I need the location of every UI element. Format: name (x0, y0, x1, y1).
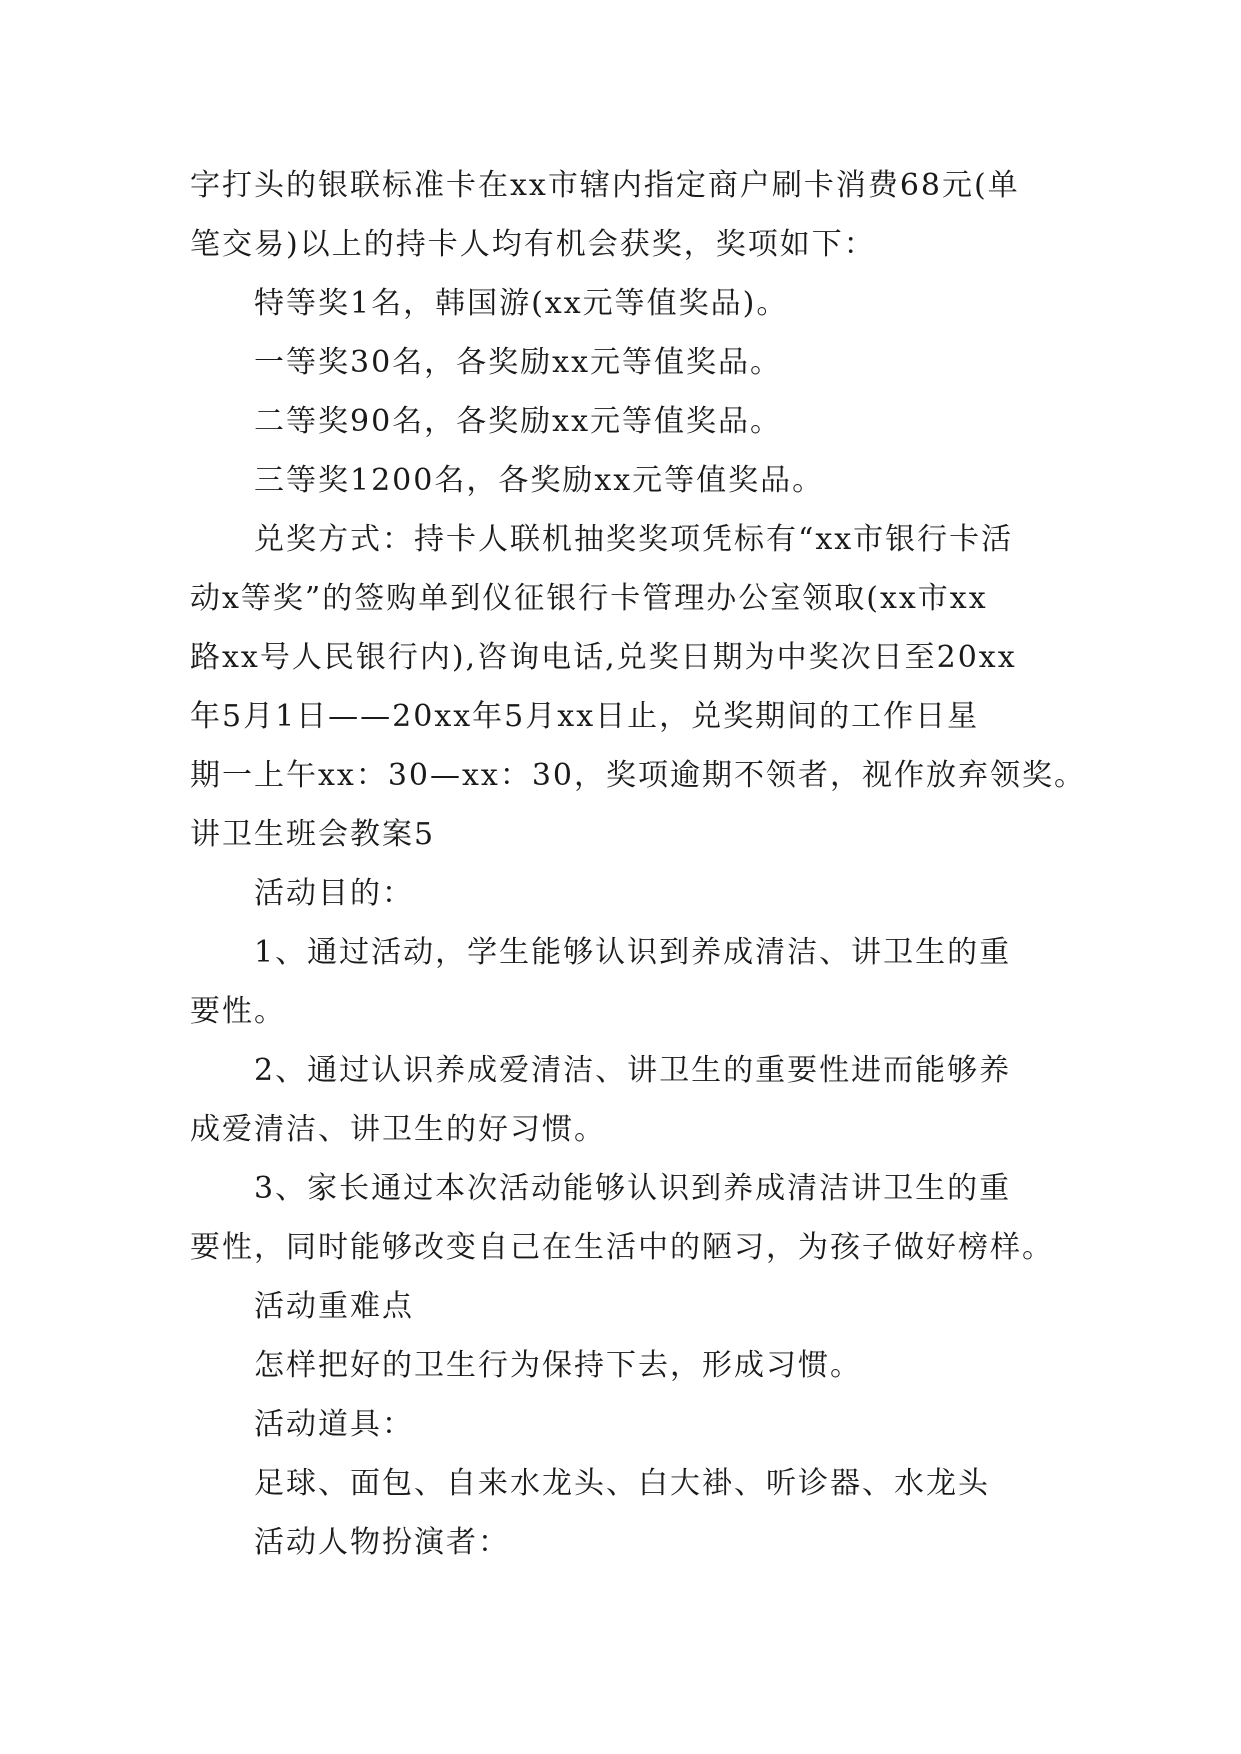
section-heading: 讲卫生班会教案5 (190, 817, 436, 852)
text-line: 3、家长通过本次活动能够认识到养成清洁讲卫生的重 (254, 1171, 1012, 1206)
text-line: 期一上午xx：30—xx：30，奖项逾期不领者，视作放弃领奖。 (190, 758, 1087, 793)
subheading: 活动人物扮演者： (254, 1525, 510, 1560)
subheading: 活动道具： (254, 1407, 414, 1442)
prize-first: 一等奖30名，各奖励xx元等值奖品。 (254, 345, 783, 380)
text-line: 怎样把好的卫生行为保持下去，形成习惯。 (254, 1348, 862, 1383)
text-line: 1、通过活动，学生能够认识到养成清洁、讲卫生的重 (254, 935, 1012, 970)
text-line: 动x等奖”的签购单到仪征银行卡管理办公室领取(xx市xx (190, 581, 988, 616)
text-line: 路xx号人民银行内),咨询电话,兑奖日期为中奖次日至20xx (190, 640, 1017, 675)
subheading: 活动目的： (254, 876, 414, 911)
text-line: 字打头的银联标准卡在xx市辖内指定商户刷卡消费68元(单 (190, 168, 1020, 203)
text-line: 成爱清洁、讲卫生的好习惯。 (190, 1112, 606, 1147)
text-line: 要性。 (190, 994, 286, 1029)
text-line: 2、通过认识养成爱清洁、讲卫生的重要性进而能够养 (254, 1053, 1012, 1088)
document-body (190, 156, 1087, 1572)
prize-special: 特等奖1名，韩国游(xx元等值奖品)。 (254, 286, 789, 321)
subheading: 活动重难点 (254, 1289, 414, 1324)
text-line: 足球、面包、自来水龙头、白大褂、听诊器、水龙头 (254, 1466, 990, 1501)
text-line: 笔交易)以上的持卡人均有机会获奖，奖项如下： (190, 227, 876, 262)
text-line: 兑奖方式：持卡人联机抽奖奖项凭标有“xx市银行卡活 (254, 522, 1014, 557)
prize-third: 三等奖1200名，各奖励xx元等值奖品。 (254, 463, 825, 498)
text-line: 年5月1日——20xx年5月xx日止，兑奖期间的工作日星 (190, 699, 980, 734)
prize-second: 二等奖90名，各奖励xx元等值奖品。 (254, 404, 783, 439)
text-line: 要性，同时能够改变自己在生活中的陋习，为孩子做好榜样。 (190, 1230, 1054, 1265)
